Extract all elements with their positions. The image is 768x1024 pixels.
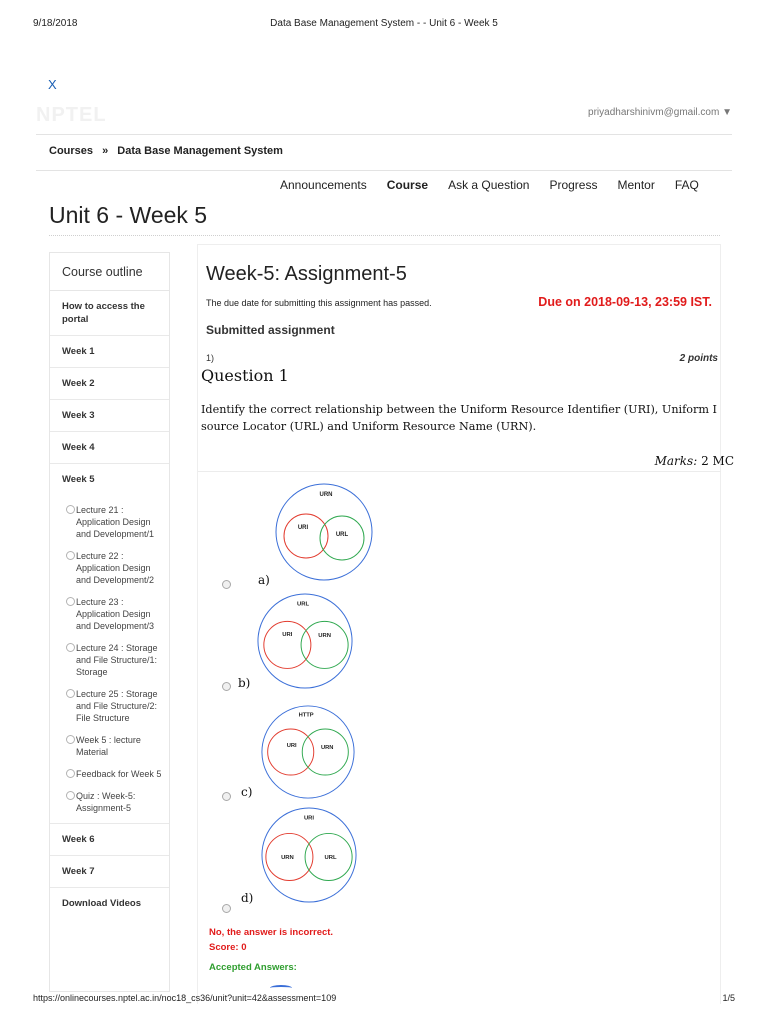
- sidebar-item-week-1[interactable]: Week 1: [50, 336, 169, 368]
- option-c-label: c): [241, 785, 253, 799]
- venn-outer-circle: [276, 484, 372, 580]
- sidebar-subitem-label: Lecture 23 : Application Design and Development/3: [76, 597, 155, 631]
- sidebar-item-week-5[interactable]: Week 5: [62, 474, 95, 485]
- nav-announcements[interactable]: Announcements: [280, 178, 367, 192]
- user-menu[interactable]: priyadharshinivm@gmail.com ▼: [588, 107, 732, 118]
- sidebar-subitem-feedback[interactable]: [50, 765, 169, 783]
- print-doc-title: Data Base Management System - - Unit 6 - Week 5: [270, 18, 498, 29]
- due-date: Due on 2018-09-13, 23:59 IST.: [538, 295, 712, 309]
- sidebar-item-week-6[interactable]: Week 6: [50, 824, 169, 856]
- sidebar-subitem-label: Feedback for Week 5: [76, 769, 162, 779]
- accepted-answers-label: Accepted Answers:: [209, 962, 297, 973]
- sidebar-item-download-videos[interactable]: Download Videos: [62, 898, 142, 909]
- unvisited-circle-icon: [66, 505, 75, 514]
- nav-ask-question[interactable]: Ask a Question: [448, 178, 530, 192]
- sidebar-subitem-label: Lecture 25 : Storage and File Structure/2: File Structure: [76, 689, 158, 723]
- marks-label: Marks:: [654, 454, 698, 468]
- print-url: https://onlinecourses.nptel.ac.in/noc18_cs36/unit?unit=42&assessment=109: [33, 993, 337, 1003]
- top-nav: [270, 178, 709, 192]
- venn-left-circle: [284, 514, 328, 558]
- option-b-venn-diagram: [256, 592, 354, 690]
- breadcrumb-course[interactable]: Data Base Management System: [117, 145, 283, 157]
- sidebar-subitem-lecture-25[interactable]: [50, 685, 169, 727]
- sidebar-subitem-lecture-material[interactable]: [50, 731, 169, 761]
- answer-feedback: No, the answer is incorrect.: [209, 927, 334, 938]
- sidebar-item-access-portal[interactable]: How to access the portal: [50, 291, 169, 336]
- title-divider: [49, 235, 720, 236]
- question-text-line-1: Identify the correct relationship between the Uniform Resource Identifier (URI), Uniform I: [201, 403, 717, 416]
- sidebar-subitem-label: Week 5 : lecture Material: [76, 735, 141, 757]
- option-a-radio[interactable]: [222, 580, 231, 589]
- venn-right-label: URN: [318, 633, 331, 640]
- option-d-label: d): [241, 891, 254, 905]
- week-5-subitems: [50, 495, 169, 824]
- due-date-passed-note: The due date for submitting this assignment has passed.: [206, 298, 432, 308]
- venn-right-circle: [302, 729, 348, 775]
- venn-outer-label: URN: [319, 492, 333, 498]
- sidebar-item-week-3[interactable]: Week 3: [50, 400, 169, 432]
- question-text-line-2: source Locator (URL) and Uniform Resource Name (URN).: [201, 420, 537, 433]
- breadcrumb: [49, 145, 283, 157]
- sidebar-subitem-lecture-23[interactable]: [50, 593, 169, 635]
- option-c-venn-diagram: [260, 704, 356, 800]
- page-title: Unit 6 - Week 5: [49, 202, 208, 228]
- print-date: 9/18/2018: [33, 18, 78, 29]
- venn-left-label: URI: [282, 632, 293, 639]
- venn-outer-circle: [262, 808, 356, 902]
- sidebar-item-week-7[interactable]: Week 7: [50, 856, 169, 888]
- question-points: 2 points: [679, 353, 718, 364]
- option-d-venn-diagram: [260, 806, 358, 904]
- venn-outer-label: URL: [297, 601, 310, 608]
- venn-right-label: URL: [335, 532, 349, 538]
- unvisited-circle-icon: [66, 597, 75, 606]
- close-button[interactable]: X: [48, 77, 57, 92]
- unvisited-circle-icon: [66, 551, 75, 560]
- nav-faq[interactable]: FAQ: [674, 178, 699, 192]
- header-divider: [36, 134, 732, 135]
- marks-value: 2 MC: [701, 454, 734, 468]
- unvisited-circle-icon: [66, 643, 75, 652]
- nav-mentor[interactable]: Mentor: [617, 178, 655, 192]
- unvisited-circle-icon: [66, 735, 75, 744]
- sidebar-subitem-label: Lecture 24 : Storage and File Structure/1: Storage: [76, 643, 158, 677]
- sidebar-subitem-lecture-21[interactable]: [50, 501, 169, 543]
- question-text: [201, 401, 741, 435]
- venn-outer-label: URI: [303, 815, 315, 822]
- site-logo: NPTEL: [36, 104, 107, 126]
- venn-left-circle: [268, 729, 314, 775]
- sidebar-item-week-4[interactable]: Week 4: [50, 432, 169, 464]
- option-d-radio[interactable]: [222, 904, 231, 913]
- option-a-venn-diagram: [274, 482, 374, 582]
- nav-progress[interactable]: Progress: [549, 178, 598, 192]
- course-outline-heading: Course outline: [50, 253, 169, 291]
- venn-outer-label: HTTP: [298, 712, 314, 719]
- sidebar-subitem-label: Lecture 22 : Application Design and Development/2: [76, 551, 155, 585]
- answer-options: [198, 471, 721, 941]
- unvisited-circle-icon: [66, 689, 75, 698]
- sidebar-subitem-label: Lecture 21 : Application Design and Development/1: [76, 505, 155, 539]
- print-page-number: 1/5: [722, 993, 735, 1003]
- question-number: 1): [206, 353, 215, 363]
- venn-left-label: URI: [297, 525, 309, 531]
- print-header: [33, 18, 735, 32]
- venn-outer-circle: [258, 594, 352, 688]
- breadcrumb-separator: »: [102, 145, 109, 157]
- venn-left-circle: [264, 621, 311, 668]
- unvisited-circle-icon: [66, 769, 75, 778]
- question-marks: [655, 454, 734, 468]
- option-a-label: a): [258, 573, 270, 587]
- venn-right-label: URN: [320, 745, 334, 752]
- submitted-assignment-label: Submitted assignment: [206, 323, 335, 337]
- score: Score: 0: [209, 942, 247, 953]
- breadcrumb-courses[interactable]: Courses: [49, 145, 94, 157]
- nav-course[interactable]: Course: [386, 178, 429, 192]
- option-b-label: b): [238, 676, 251, 690]
- sidebar-subitem-lecture-22[interactable]: [50, 547, 169, 589]
- question-heading: Question 1: [201, 366, 289, 385]
- venn-right-circle: [320, 516, 364, 560]
- option-b-radio[interactable]: [222, 682, 231, 691]
- sidebar-subitem-quiz[interactable]: [50, 787, 169, 817]
- assignment-title: Week-5: Assignment-5: [206, 263, 407, 285]
- venn-left-label: URI: [286, 743, 297, 750]
- venn-right-circle: [301, 621, 348, 668]
- option-c-radio[interactable]: [222, 792, 231, 801]
- venn-left-label: URN: [281, 854, 294, 861]
- sidebar-subitem-lecture-24[interactable]: [50, 639, 169, 681]
- venn-outer-circle: [262, 706, 354, 798]
- sidebar-subitem-label: Quiz : Week-5: Assignment-5: [76, 791, 136, 813]
- course-outline-sidebar: [49, 252, 170, 992]
- accepted-answer-diagram-edge: [270, 985, 292, 991]
- sidebar-item-week-2[interactable]: Week 2: [50, 368, 169, 400]
- venn-right-label: URL: [324, 854, 337, 861]
- unvisited-circle-icon: [66, 791, 75, 800]
- breadcrumb-divider: [36, 170, 732, 171]
